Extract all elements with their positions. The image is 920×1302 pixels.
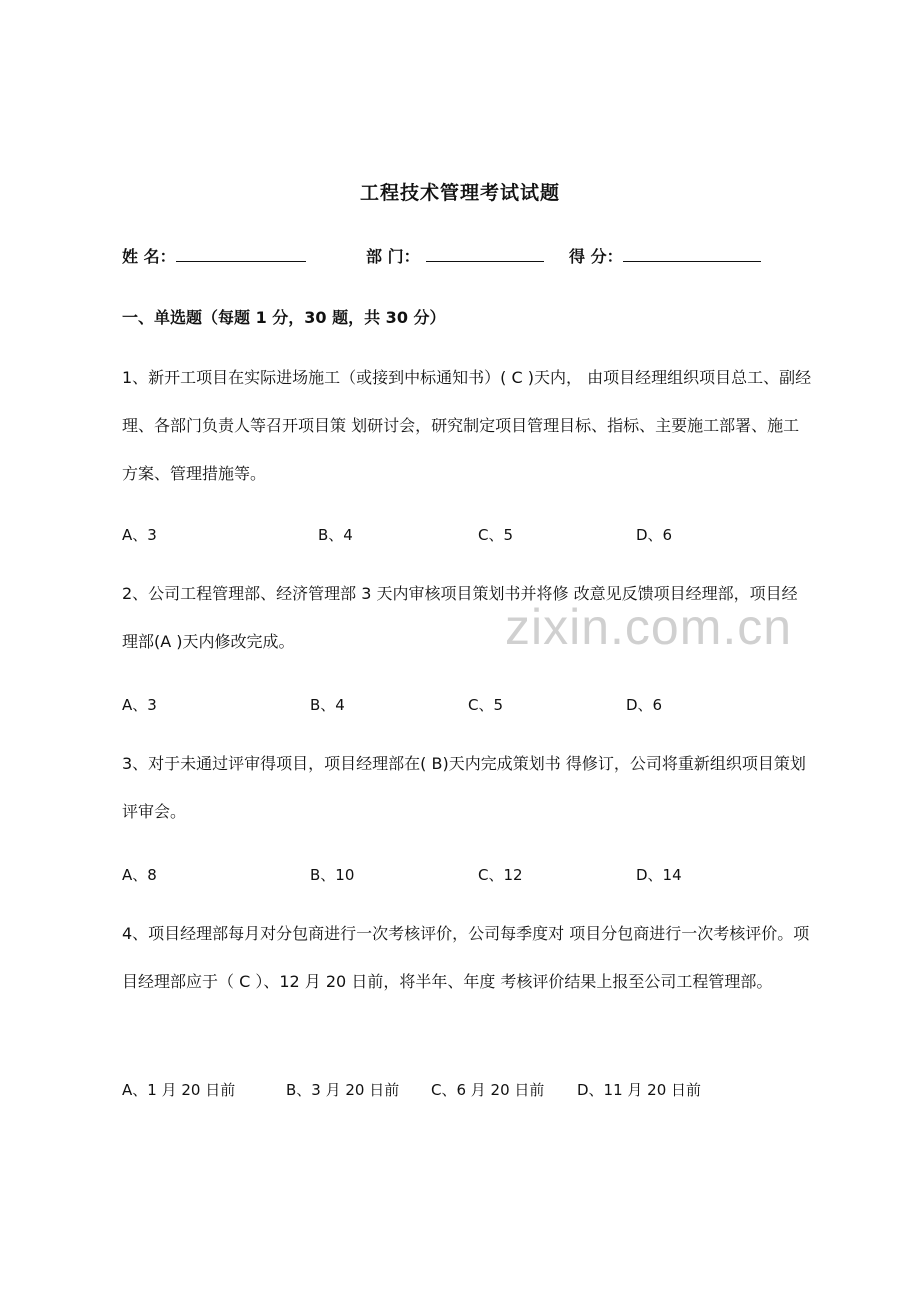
score-field — [569, 244, 761, 267]
q1-option-d: D、6 — [636, 526, 673, 544]
watermark: zixin.com.cn — [505, 599, 793, 655]
name-field — [122, 244, 306, 267]
q3-option-d: D、14 — [636, 866, 682, 884]
question-3: 3、对于未通过评审得项目，项目经理部在( B)天内完成策划书 得修订，公司将重新组织项目策划评审会。 — [122, 754, 806, 821]
score-blank — [623, 247, 761, 262]
q2-option-a: A、3 — [122, 696, 157, 714]
page-title: 工程技术管理考试试题 — [359, 182, 560, 204]
name-blank — [176, 247, 306, 262]
q4-option-a: A、1 月 20 日前 — [122, 1081, 236, 1099]
q1-option-c: C、5 — [478, 526, 514, 544]
q1-option-b: B、4 — [318, 526, 353, 544]
question-4: 4、项目经理部每月对分包商进行一次考核评价，公司每季度对 项目分包商进行一次考核评价。项目经理部应于（ C ）、12 月 20 日前，将半年、年度 考核评价结果上报至公司工程管理部。 — [122, 924, 810, 991]
section-heading: 一、单选题（每题 1 分，30 题，共 30 分） — [122, 308, 446, 327]
q3-option-b: B、10 — [310, 866, 355, 884]
dept-field — [366, 244, 544, 267]
dept-blank — [426, 247, 544, 262]
q3-option-a: A、8 — [122, 866, 157, 884]
name-label: 姓 名： — [122, 247, 176, 266]
q4-option-b: B、3 月 20 日前 — [286, 1081, 400, 1099]
q1-option-a: A、3 — [122, 526, 157, 544]
score-label: 得 分： — [569, 247, 623, 266]
q4-option-c: C、6 月 20 日前 — [431, 1081, 545, 1099]
q2-option-c: C、5 — [468, 696, 504, 714]
q3-option-c: C、12 — [478, 866, 523, 884]
q2-option-b: B、4 — [310, 696, 345, 714]
question-1: 1、新开工项目在实际进场施工（或接到中标通知书）( C )天内， 由项目经理组织项目总工、副经理、各部门负责人等召开项目策 划研讨会，研究制定项目管理目标、指标、主要施工部署、施工 方案、管理措施等。 — [122, 368, 812, 483]
q4-option-d: D、11 月 20 日前 — [577, 1081, 702, 1099]
q2-option-d: D、6 — [626, 696, 663, 714]
question-2: 2、公司工程管理部、经济管理部 3 天内审核项目策划书并将修 改意见反馈项目经理部，项目经理部(A )天内修改完成。 — [122, 584, 798, 651]
dept-label: 部 门： — [366, 247, 420, 266]
